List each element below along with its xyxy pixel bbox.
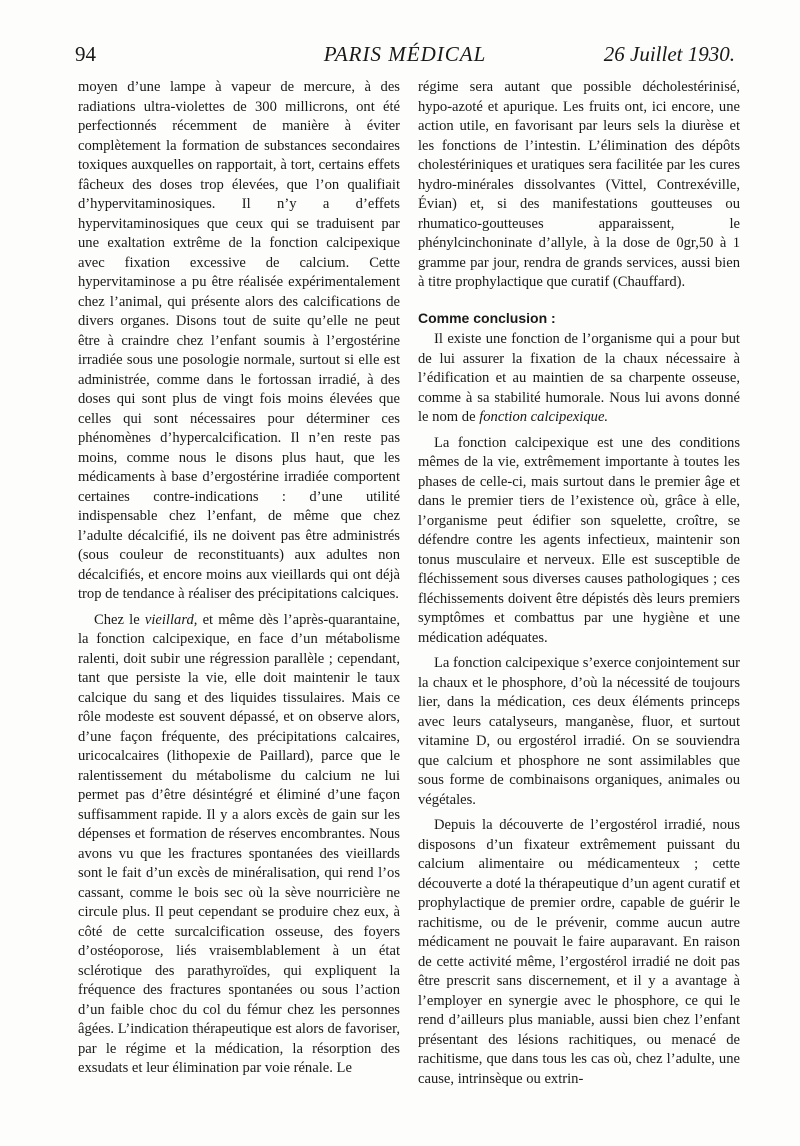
left-column: [78, 78, 400, 1085]
emphasis-vieillard: vieillard,: [144, 611, 198, 628]
right-column: [418, 78, 740, 1095]
page-number: 94: [75, 42, 96, 66]
emphasis-fonction-calcipexique: fonction calcipexique.: [479, 409, 609, 425]
journal-title: PARIS MÉDICAL: [323, 42, 487, 66]
paragraph-phosphore: La fonction calcipexique s’exerce conjointement sur la chaux et le phosphore, d’où la nécessité de toujours lier, dans la médication, ces deux éléments princeps avec leurs catalyseurs, manganèse, fluor, et surtout vitamine D, ou ergostérol irradié. On se souviendra que calcium et phosphore ne sont assimilables que sous forme de combinaisons organiques, animales ou végétales.: [418, 655, 740, 808]
paragraph-lead: Il existe une fonction de l’organisme qui a pour but de lui assurer la fixation de la chaux nécessaire à l’édification et au maintien de sa charpente osseuse, comme à sa stabilité humorale. Nous lui avons donné le nom de: [418, 331, 740, 425]
paragraph-ergosterol: Depuis la découverte de l’ergostérol irradié, nous disposons d’un fixateur extrêmement puissant du calcium alimentaire ou médicamenteux ; cette découverte a doté la thérapeutique d’un agent curatif et prophylactique de premier ordre, capable de guérir le rachitisme, ou de le prévenir, comme aucun autre médicament ne pouvait le faire auparavant. En raison de cette activité même, l’ergostérol irradié ne doit pas être prescrit sans discernement, et il y a avantage à l’employer en synergie avec le phosphore, ce qui le rend d’ailleurs plus maniable, aussi bien chez l’enfant présentant des lésions rachitiques, ou menacé de rachitisme, que dans tous les cas où, chez l’adulte, une cause, intrinsèque ou extrin-: [418, 817, 740, 1087]
running-head: [75, 42, 735, 70]
conclusion-heading: Comme conclusion :: [418, 309, 556, 326]
paragraph-continued: moyen d’une lampe à vapeur de mercure, à des radiations ultra-violettes de 300 millicrons, ont été perfectionnés récemment de manière à éviter complètement la formation de substances secondaires toxiques auxquelles on rapportait, à tort, certains effets fâcheux des doses trop élevées, que l’on qualifiait d’hypervitaminosiques. Il n’y a d’effets hypervitaminosiques que ceux qui se traduisent par une exaltation extrême de la fonction calcipexique avec fixation excessive de calcium. Cette hypervitaminose a pu être réalisée expérimentalement chez l’animal, qui présente alors des calcifications de divers organes. Disons tout de suite qu’elle ne peut être à craindre chez l’enfant soumis à l’ergostérine irradiée sous une posologie normale, surtout si elle est administrée, comme dans le fortossan irradié, à des doses qui sont plus de vingt fois moins élevées que celles qui sont nécessaires pour déterminer ces phénomènes d’hypercalcification. Il n’en reste pas moins, comme nous le disons plus haut, que les médicaments à base d’ergostérine irradiée comportent certaines contre-indications : d’une utilité indispensable chez l’enfant, de même que chez l’adulte décalcifié, ils ne doivent pas être administrés (sous couleur de reconstituants) aux adultes non décalcifiés, et encore moins aux vieillards qui ont déjà trop de tendance à réaliser des précipitations calciques.: [78, 79, 400, 602]
paragraph-conditions: La fonction calcipexique est une des conditions mêmes de la vie, extrêmement importante à toutes les phases de celle-ci, mais surtout dans le premier âge et dans le premier tiers de l’existence où, grâce à elle, l’organisme peut édifier son squelette, croître, se défendre contre les agents infectieux, maintenir son tonus musculaire et nerveux. Elle est susceptible de fléchissement sous diverses causes pathologiques ; ces fléchissements doivent être dépistés dès leurs premiers symptômes et combattus par une hygiène et une médication adéquates.: [418, 434, 740, 646]
paragraph-fonction: [418, 330, 740, 428]
issue-date: 26 Juillet 1930.: [603, 42, 735, 66]
paragraph-body: et même dès l’après-quarantaine, la fonction calcipexique, en face d’un métabolisme ralenti, doit subir une régression parallèle ; cependant, tant que persiste la vie, elle doit maintenir le taux calcique du sang et des liquides tissulaires. Mais ce rôle modeste est souvent dépassé, et on observe alors, d’une façon fréquente, des précipitations calcaires, uricocalcaires (lithopexie de Paillard), parce que le ralentissement du métabolisme du calcium ne lui permet pas d’être désintégré et éliminé d’une façon suffisamment rapide. Il y a alors excès de gain sur les dépenses et formation de réserves encombrantes. Nous avons vu que les fractures spontanées des vieillards sont le fait d’un excès de minéralisation, qui rend l’os cassant, comme le bois sec où la sève nourricière ne circule plus. Il peut cependant se produire chez eux, à côté de cette surcalcification osseuse, des foyers d’ostéoporose, liés vraisemblablement à un état sclérotique des parathyroïdes, qui expliquent la fréquence des fractures spontanées ou sous l’action d’un faible choc du col du fémur chez les personnes âgées. L’indication thérapeutique est alors de favoriser, par le régime et la médication, la résorption des exsudats et leur élimination par voie rénale. Le: [78, 611, 400, 1076]
paragraph-regime: régime sera autant que possible décholestérinisé, hypo-azoté et apurique. Les fruits ont, ici encore, une action utile, en favorisant par leurs sels la diurèse et les fonctions de l’intestin. L’élimination des dépôts cholestériniques et uratiques sera facilitée par les cures hydro-minérales dissolvantes (Vittel, Contrexéville, Évian) et, si des manifestations goutteuses ou rhumatico-goutteuses apparaissent, le phénylcinchoninate d’allyle, à la dose de 0gr,50 à 1 gramme par jour, rendra de grands services, aussi bien à titre prophylactique que curatif (Chauffard).: [418, 79, 740, 290]
paragraph-vieillard: [78, 611, 400, 1079]
paragraph-lead: Chez le: [94, 611, 145, 628]
